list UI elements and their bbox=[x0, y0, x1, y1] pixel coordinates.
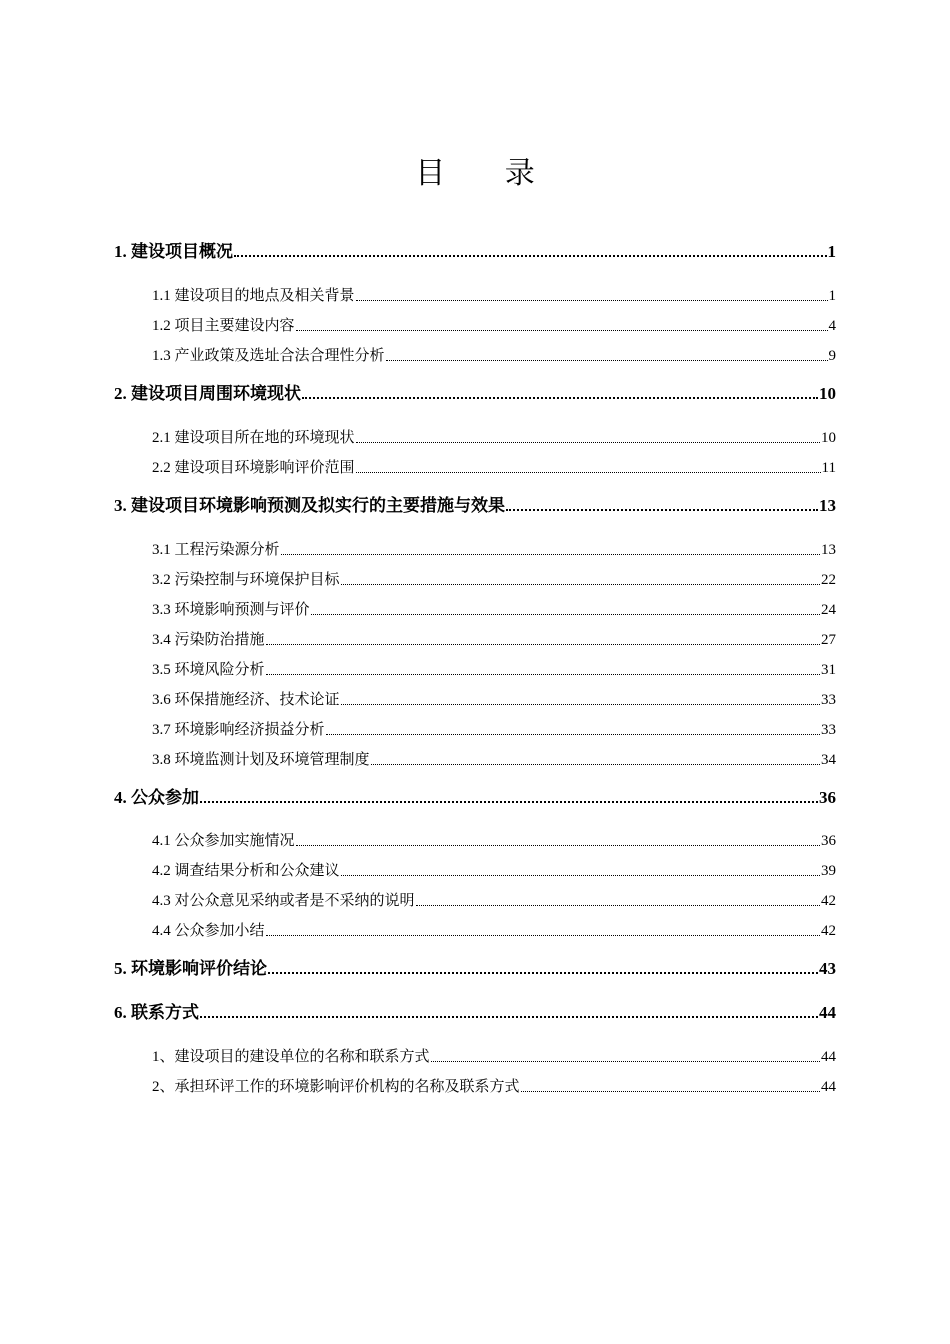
toc-page-number: 44 bbox=[821, 1049, 836, 1065]
toc-page-number: 44 bbox=[819, 1003, 836, 1022]
toc-entry-label: 1、建设项目的建设单位的名称和联系方式 bbox=[152, 1049, 430, 1065]
toc-section-entry[interactable] bbox=[152, 830, 836, 852]
toc-entry-label: 4.1 公众参加实施情况 bbox=[152, 833, 295, 849]
toc-section-entry[interactable] bbox=[152, 345, 836, 367]
toc-dot-leader bbox=[431, 1061, 820, 1062]
toc-dot-leader bbox=[341, 704, 820, 705]
toc-page-number: 27 bbox=[821, 632, 836, 648]
toc-section-entry[interactable] bbox=[152, 860, 836, 882]
toc-dot-leader bbox=[266, 935, 820, 936]
toc-page-number: 42 bbox=[821, 893, 836, 909]
toc-page-number: 13 bbox=[821, 542, 836, 558]
toc-entry-label: 3.6 环保措施经济、技术论证 bbox=[152, 692, 340, 708]
toc-entry-label: 1.2 项目主要建设内容 bbox=[152, 318, 295, 334]
toc-page-number: 31 bbox=[821, 662, 836, 678]
toc-page-number: 10 bbox=[821, 430, 836, 446]
toc-chapter-entry[interactable] bbox=[114, 787, 836, 809]
toc-section-entry[interactable] bbox=[152, 1076, 836, 1098]
toc-dot-leader bbox=[200, 1016, 818, 1018]
toc-section-entry[interactable] bbox=[152, 599, 836, 621]
toc-entry-label: 3.1 工程污染源分析 bbox=[152, 542, 280, 558]
toc-page-number: 33 bbox=[821, 692, 836, 708]
toc-entry-label: 2.1 建设项目所在地的环境现状 bbox=[152, 430, 355, 446]
toc-dot-leader bbox=[326, 734, 820, 735]
toc-entry-label: 5. 环境影响评价结论 bbox=[114, 959, 267, 978]
toc-entry-label: 2. 建设项目周围环境现状 bbox=[114, 384, 301, 403]
toc-entry-label: 1. 建设项目概况 bbox=[114, 242, 233, 261]
toc-entry-label: 3. 建设项目环境影响预测及拟实行的主要措施与效果 bbox=[114, 496, 505, 515]
toc-chapter-entry[interactable] bbox=[114, 241, 836, 263]
toc-entry-label: 3.2 污染控制与环境保护目标 bbox=[152, 572, 340, 588]
toc-dot-leader bbox=[266, 674, 820, 675]
toc-dot-leader bbox=[302, 397, 818, 399]
toc-section-entry[interactable] bbox=[152, 1046, 836, 1068]
toc-page-number: 11 bbox=[821, 460, 836, 476]
toc-title: 目 录 bbox=[415, 157, 561, 190]
toc-section-entry[interactable] bbox=[152, 427, 836, 449]
toc-entry-label: 4. 公众参加 bbox=[114, 788, 199, 807]
toc-chapter-entry[interactable] bbox=[114, 1002, 836, 1024]
toc-page-number: 39 bbox=[821, 863, 836, 879]
toc-section-entry[interactable] bbox=[152, 920, 836, 942]
toc-section-entry[interactable] bbox=[152, 569, 836, 591]
toc-entry-label: 2、承担环评工作的环境影响评价机构的名称及联系方式 bbox=[152, 1079, 520, 1095]
toc-section-entry[interactable] bbox=[152, 890, 836, 912]
toc-entry-label: 1.1 建设项目的地点及相关背景 bbox=[152, 288, 355, 304]
toc-dot-leader bbox=[521, 1091, 820, 1092]
toc-dot-leader bbox=[356, 300, 828, 301]
toc-dot-leader bbox=[200, 801, 818, 803]
toc-dot-leader bbox=[356, 442, 820, 443]
toc-page-number: 36 bbox=[819, 788, 836, 807]
toc-dot-leader bbox=[281, 554, 820, 555]
toc-page-number: 1 bbox=[828, 288, 836, 304]
toc-section-entry[interactable] bbox=[152, 719, 836, 741]
toc-section-entry[interactable] bbox=[152, 689, 836, 711]
toc-dot-leader bbox=[296, 845, 820, 846]
toc-chapter-entry[interactable] bbox=[114, 495, 836, 517]
toc-section-entry[interactable] bbox=[152, 749, 836, 771]
toc-entry-label: 3.3 环境影响预测与评价 bbox=[152, 602, 310, 618]
toc-entry-label: 4.4 公众参加小结 bbox=[152, 923, 265, 939]
toc-page-number: 34 bbox=[821, 752, 836, 768]
toc-section-entry[interactable] bbox=[152, 315, 836, 337]
toc-entry-label: 1.3 产业政策及选址合法合理性分析 bbox=[152, 348, 385, 364]
toc-dot-leader bbox=[234, 255, 827, 257]
toc-entry-label: 4.3 对公众意见采纳或者是不采纳的说明 bbox=[152, 893, 415, 909]
toc-entry-label: 3.5 环境风险分析 bbox=[152, 662, 265, 678]
toc-page-number: 43 bbox=[819, 959, 836, 978]
toc-page-number: 4 bbox=[828, 318, 836, 334]
toc-page-number: 24 bbox=[821, 602, 836, 618]
toc-chapter-entry[interactable] bbox=[114, 958, 836, 980]
toc-section-entry[interactable] bbox=[152, 285, 836, 307]
toc-entry-label: 3.7 环境影响经济损益分析 bbox=[152, 722, 325, 738]
toc-page-number: 9 bbox=[828, 348, 836, 364]
toc-page-number: 1 bbox=[827, 242, 836, 261]
toc-section-entry[interactable] bbox=[152, 539, 836, 561]
toc-section-entry[interactable] bbox=[152, 457, 836, 479]
toc-dot-leader bbox=[296, 330, 828, 331]
toc-section-entry[interactable] bbox=[152, 659, 836, 681]
toc-page-number: 22 bbox=[821, 572, 836, 588]
toc-page-number: 42 bbox=[821, 923, 836, 939]
toc-entry-label: 3.8 环境监测计划及环境管理制度 bbox=[152, 752, 370, 768]
toc-page-number: 36 bbox=[821, 833, 836, 849]
toc-dot-leader bbox=[268, 972, 818, 974]
toc-entry-label: 2.2 建设项目环境影响评价范围 bbox=[152, 460, 355, 476]
toc-page-number: 33 bbox=[821, 722, 836, 738]
toc-dot-leader bbox=[311, 614, 820, 615]
toc-chapter-entry[interactable] bbox=[114, 383, 836, 405]
toc-entry-label: 3.4 污染防治措施 bbox=[152, 632, 265, 648]
toc-dot-leader bbox=[356, 472, 821, 473]
toc-entry-label: 6. 联系方式 bbox=[114, 1003, 199, 1022]
toc-page-number: 13 bbox=[819, 496, 836, 515]
toc-page-number: 44 bbox=[821, 1079, 836, 1095]
toc-page-number: 10 bbox=[819, 384, 836, 403]
toc-dot-leader bbox=[416, 905, 820, 906]
toc-dot-leader bbox=[506, 509, 818, 511]
toc-dot-leader bbox=[386, 360, 828, 361]
toc-dot-leader bbox=[266, 644, 820, 645]
toc-section-entry[interactable] bbox=[152, 629, 836, 651]
toc-dot-leader bbox=[341, 875, 820, 876]
toc-dot-leader bbox=[371, 764, 820, 765]
toc-dot-leader bbox=[341, 584, 820, 585]
toc-entry-label: 4.2 调查结果分析和公众建议 bbox=[152, 863, 340, 879]
